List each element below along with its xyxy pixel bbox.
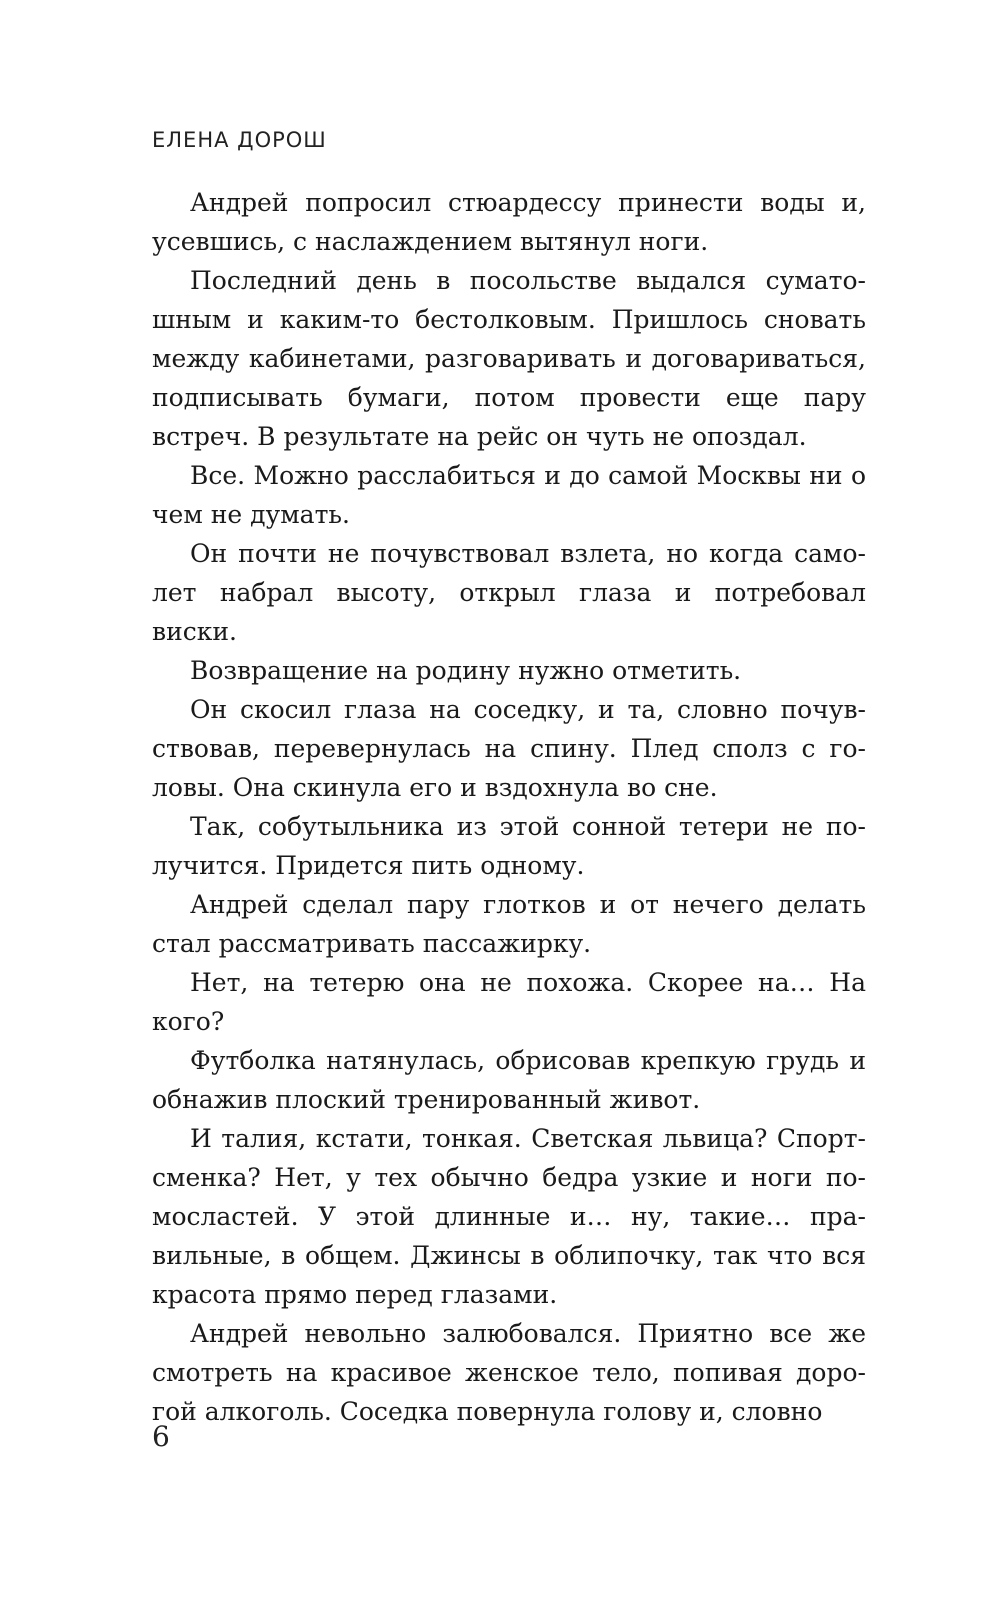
- paragraph: Андрей сделал пару глотков и от нечего делать стал рассматривать пассажирку.: [152, 890, 866, 958]
- paragraph: И талия, кстати, тонкая. Светская львица? Спортсменка? Нет, у тех обычно бедра узкие и ноги помосластей. У этой длинные и… ну, такие… правильные, в общем. Джинсы в облипочку, так что вся красота прямо перед глазами.: [152, 1124, 866, 1309]
- paragraph: Возвращение на родину нужно отметить.: [190, 656, 742, 685]
- paragraph: Он почти не почувствовал взлета, но когда самолет набрал высоту, открыл глаза и потребовал виски.: [152, 539, 866, 646]
- paragraph: Андрей попросил стюардессу принести воды и, усевшись, с наслаждением вытянул ноги.: [152, 188, 866, 256]
- paragraph: Последний день в посольстве выдался суматошным и каким-то бестолковым. Пришлось сновать между кабинетами, разговаривать и договариваться, подписывать бумаги, потом провести еще пару встреч. В результате на рейс он чуть не опоздал.: [152, 266, 866, 451]
- page-number: 6: [152, 1420, 170, 1453]
- running-head-author: ЕЛЕНА ДОРОШ: [152, 128, 327, 152]
- body-text: [152, 183, 866, 1431]
- paragraph: Все. Можно расслабиться и до самой Москвы ни о чем не думать.: [152, 461, 866, 529]
- paragraph: Так, собутыльника из этой сонной тетери не получится. Придется пить одному.: [152, 812, 866, 880]
- paragraph: Нет, на тетерю она не похожа. Скорее на… На кого?: [152, 968, 866, 1036]
- paragraph: Андрей невольно залюбовался. Приятно все же смотреть на красивое женское тело, попивая дорогой алкоголь. Соседка повернула голову и, словно: [152, 1319, 866, 1426]
- paragraph: Футболка натянулась, обрисовав крепкую грудь и обнажив плоский тренированный живот.: [152, 1046, 866, 1114]
- paragraph: Он скосил глаза на соседку, и та, словно почувствовав, перевернулась на спину. Плед сполз с головы. Она скинула его и вздохнула во сне.: [152, 695, 866, 802]
